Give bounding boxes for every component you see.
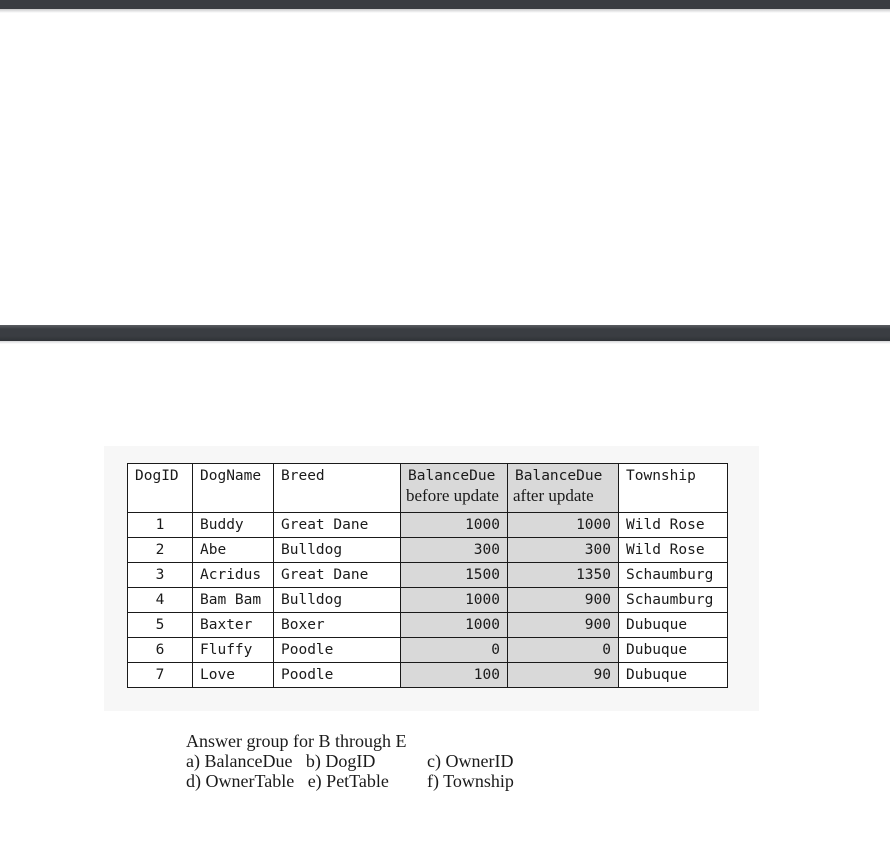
cell-dog-id: 3 [128,563,193,588]
answer-line-2 [186,771,514,791]
cell-balance-after: 0 [508,638,619,663]
cell-balance-after: 900 [508,613,619,638]
cell-township: Wild Rose [619,513,728,538]
answer-options-d-e: d) OwnerTable e) PetTable [186,771,389,791]
cell-dog-id: 1 [128,513,193,538]
cell-breed: Bulldog [274,538,401,563]
cell-dog-name: Fluffy [193,638,274,663]
header-balance-before-sub: before update [406,486,499,505]
cell-breed: Poodle [274,663,401,688]
cell-township: Dubuque [619,663,728,688]
cell-dog-name: Bam Bam [193,588,274,613]
cell-dog-id: 6 [128,638,193,663]
table-row [128,638,728,663]
table-row [128,588,728,613]
cell-balance-after: 900 [508,588,619,613]
header-township: Township [619,464,728,513]
cell-breed: Great Dane [274,513,401,538]
cell-township: Wild Rose [619,538,728,563]
header-balance-after-sub: after update [513,486,594,505]
cell-township: Schaumburg [619,588,728,613]
cell-dog-name: Acridus [193,563,274,588]
cell-township: Dubuque [619,613,728,638]
answer-options-a-b: a) BalanceDue b) DogID [186,751,376,771]
cell-balance-before: 1000 [401,588,508,613]
answer-option-f: f) Township [427,771,514,791]
cell-dog-id: 4 [128,588,193,613]
cell-breed: Boxer [274,613,401,638]
header-balance-before [401,464,508,513]
table-header-row [128,464,728,513]
cell-dog-name: Buddy [193,513,274,538]
cell-dog-id: 7 [128,663,193,688]
answer-line-1 [186,751,514,771]
table-row [128,663,728,688]
cell-dog-id: 2 [128,538,193,563]
viewer-top-bar-shadow [0,9,890,13]
table-row [128,513,728,538]
cell-balance-after: 1350 [508,563,619,588]
cell-balance-before: 1000 [401,613,508,638]
answer-option-c: c) OwnerID [427,751,514,771]
cell-dog-name: Baxter [193,613,274,638]
page-separator [0,325,890,341]
cell-dog-name: Love [193,663,274,688]
dog-balance-table [127,463,728,688]
viewer-top-bar [0,0,890,9]
cell-balance-after: 1000 [508,513,619,538]
cell-breed: Poodle [274,638,401,663]
table-row [128,538,728,563]
cell-balance-after: 300 [508,538,619,563]
cell-balance-before: 100 [401,663,508,688]
cell-dog-name: Abe [193,538,274,563]
answer-group [186,731,514,791]
cell-balance-after: 90 [508,663,619,688]
cell-township: Dubuque [619,638,728,663]
header-dog-id: DogID [128,464,193,513]
header-balance-after [508,464,619,513]
cell-township: Schaumburg [619,563,728,588]
cell-balance-before: 300 [401,538,508,563]
cell-breed: Bulldog [274,588,401,613]
answer-group-title: Answer group for B through E [186,731,407,751]
header-dog-name: DogName [193,464,274,513]
cell-breed: Great Dane [274,563,401,588]
header-breed: Breed [274,464,401,513]
table-row [128,563,728,588]
page-separator-shadow [0,341,890,344]
header-balance-before-label: BalanceDue [408,468,496,484]
table-row [128,613,728,638]
cell-balance-before: 1500 [401,563,508,588]
header-balance-after-label: BalanceDue [515,468,603,484]
cell-dog-id: 5 [128,613,193,638]
cell-balance-before: 0 [401,638,508,663]
cell-balance-before: 1000 [401,513,508,538]
